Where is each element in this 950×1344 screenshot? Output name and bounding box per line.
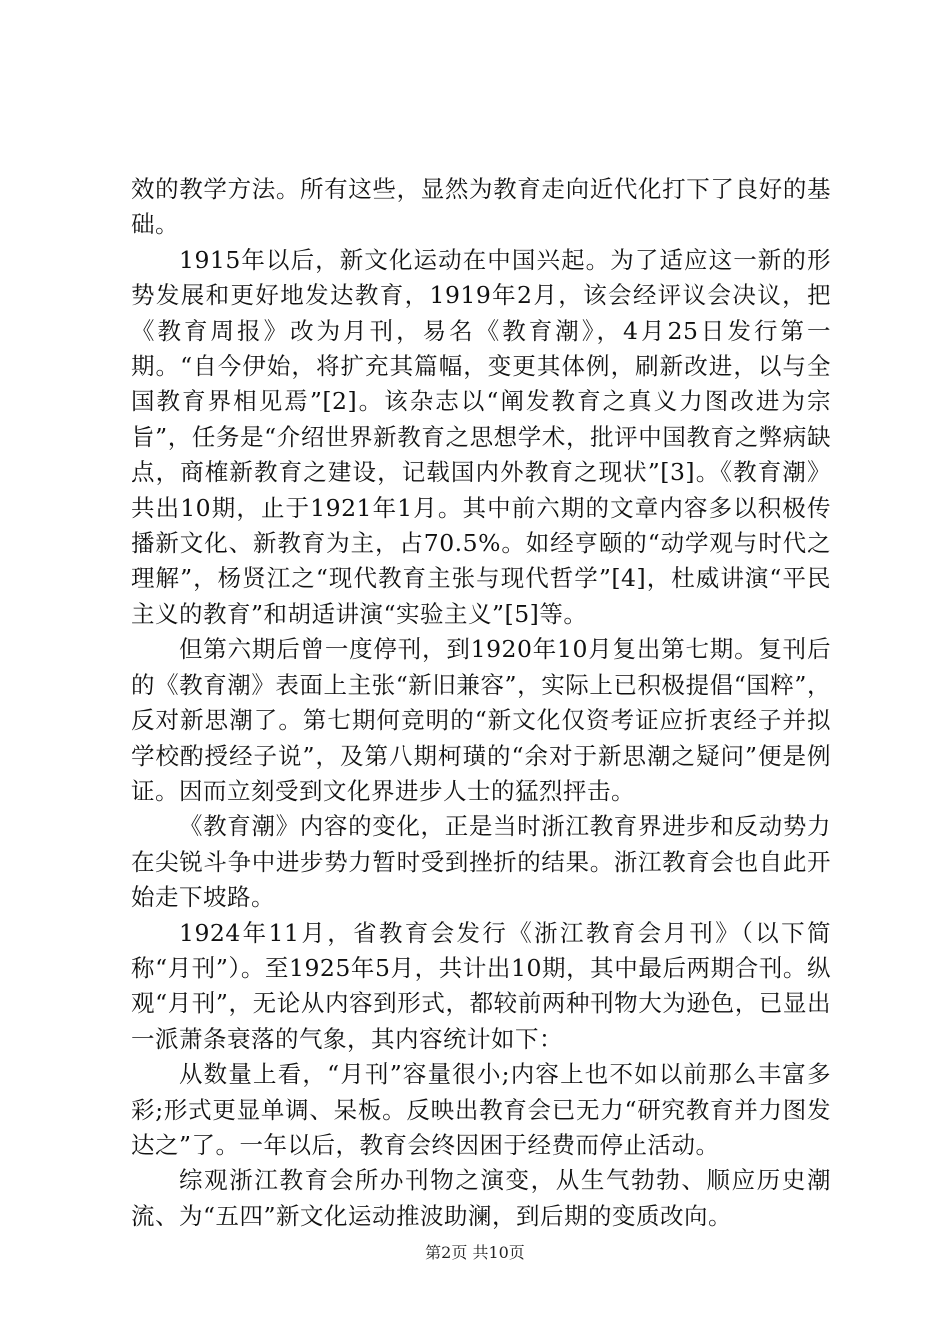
paragraph-4: 《教育潮》内容的变化，正是当时浙江教育界进步和反动势力在尖锐斗争中进步势力暂时受到挫折的结果。浙江教育会也自此开始走下坡路。	[131, 812, 831, 912]
paragraph-2: 1915年以后，新文化运动在中国兴起。为了适应这一新的形势发展和更好地发达教育，1919年2月，该会经评议会决议，把《教育周报》改为月刊，易名《教育潮》，4月25日发行第一期。“自今伊始，将扩充其篇幅，变更其体例，刷新改进，以与全国教育界相见焉”[2]。该杂志以“阐发教育之真义力图改进为宗旨”，任务是“介绍世界新教育之思想学术，批评中国教育之弊病缺点，商榷新教育之建设，记载国内外教育之现状”[3]。《教育潮》共出10期，止于1921年1月。其中前六期的文章内容多以积极传播新文化、新教育为主，占70.5%。如经亨颐的“动学观与时代之理解”，杨贤江之“现代教育主张与现代哲学”[4]，杜威讲演“平民主义的教育”和胡适讲演“实验主义”[5]等。	[131, 245, 831, 628]
paragraph-3: 但第六期后曾一度停刊，到1920年10月复出第七期。复刊后的《教育潮》表面上主张“新旧兼容”，实际上已积极提倡“国粹”，反对新思潮了。第七期何竞明的“新文化仅资考证应折衷经子并拟学校酌授经子说”，及第八期柯璜的“余对于新思潮之疑问”便是例证。因而立刻受到文化界进步人士的猛烈抨击。	[131, 635, 831, 805]
document-body	[131, 172, 831, 1234]
page-number-footer: 第2页 共10页	[425, 1243, 525, 1262]
paragraph-6: 从数量上看，“月刊”容量很小;内容上也不如以前那么丰富多彩;形式更显单调、呆板。反映出教育会已无力“研究教育并力图发达之”了。一年以后，教育会终因困于经费而停止活动。	[131, 1060, 831, 1159]
paragraph-7: 综观浙江教育会所办刊物之演变，从生气勃勃、顺应历史潮流、为“五四”新文化运动推波助澜，到后期的变质改向。	[131, 1166, 831, 1230]
paragraph-5: 1924年11月，省教育会发行《浙江教育会月刊》（以下简称“月刊”）。至1925年5月，共计出10期，其中最后两期合刊。纵观“月刊”，无论从内容到形式，都较前两种刊物大为逊色，已显出一派萧条衰落的气象，其内容统计如下：	[131, 918, 831, 1053]
paragraph-1: 效的教学方法。所有这些，显然为教育走向近代化打下了良好的基础。	[131, 175, 831, 239]
